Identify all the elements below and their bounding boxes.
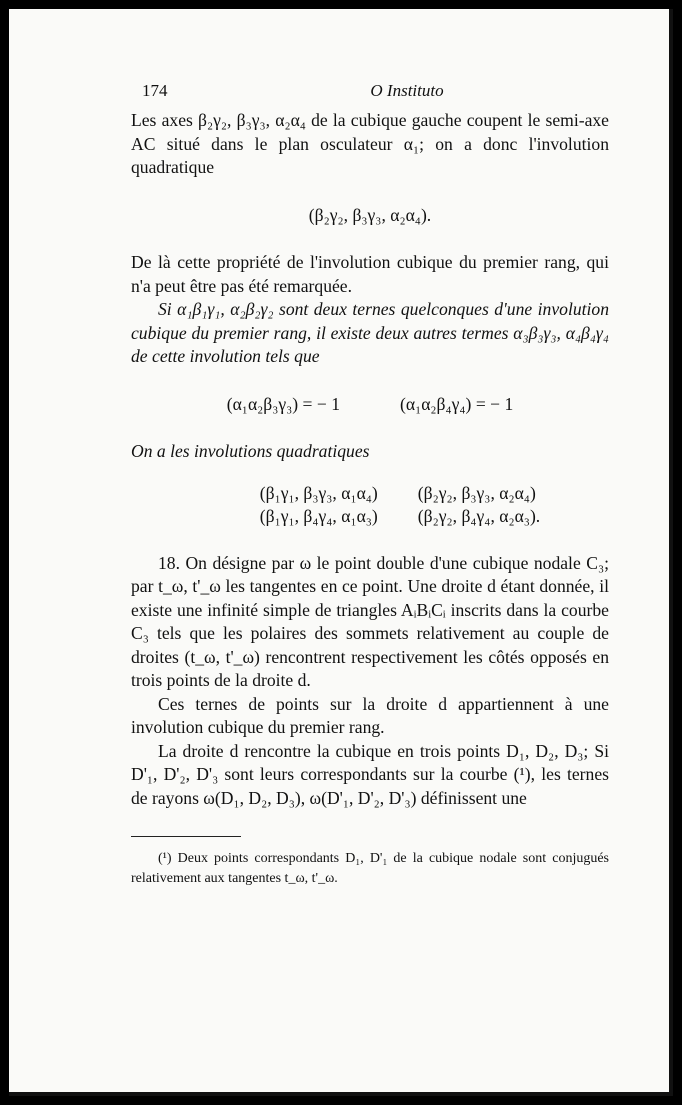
paragraph-3: Si α₁β₁γ₁, α₂β₂γ₂ sont deux ternes quelconques d'une involution cubique du premier rang, il existe deux autres termes α₃β₃γ₃, α₄β₄γ₄ de cette involution tels que <box>131 299 609 366</box>
equation-2b: (α₁α₂β₄γ₄) = − 1 <box>400 393 514 414</box>
paragraph-1: Les axes β₂γ₂, β₃γ₃, α₂α₄ de la cubique gauche coupent le semi-axe AC situé dans le plan osculateur α₁; on a donc l'involution quadratique <box>131 110 609 177</box>
equation-3-2: (β₂γ₂, β₃γ₃, α₂α₄) <box>417 482 536 503</box>
page-header <box>131 69 609 109</box>
equation-2a: (α₁α₂β₃γ₃) = − 1 <box>226 393 340 414</box>
equation-3-3: (β₁γ₁, β₄γ₄, α₁α₃) <box>259 505 378 526</box>
equation-3-1: (β₁γ₁, β₃γ₃, α₁α₄) <box>259 482 378 503</box>
equation-1: (β₂γ₂, β₃γ₃, α₂α₄). <box>308 204 432 225</box>
page-number: 174 <box>142 81 168 100</box>
paragraph-5: 18. On désigne par ω le point double d'une cubique nodale C₃; par t_ω, t'_ω les tangentes en ce point. Une droite d étant donnée, il existe une infinité simple de triangles AᵢBᵢCᵢ inscrits dans la courbe C₃ tels que les polaires des sommets relativement au couple de droites (t_ω, t'_ω) rencontrent respectivement les côtés opposés en trois points de la droite d. <box>131 552 609 690</box>
equation-3-4: (β₂γ₂, β₄γ₄, α₂α₃). <box>417 505 541 526</box>
book-page <box>9 9 673 1096</box>
page-content <box>131 69 609 889</box>
footnote-rule <box>131 836 241 837</box>
paragraph-4: On a les involutions quadratiques <box>131 441 370 461</box>
paragraph-2: De là cette propriété de l'involution cubique du premier rang, qui n'a peut être pas été remarquée. <box>131 252 609 296</box>
paragraph-6: Ces ternes de points sur la droite d appartiennent à une involution cubique du premier rang. <box>131 693 609 737</box>
running-title: O Instituto <box>370 81 444 100</box>
paragraph-7: La droite d rencontre la cubique en trois points D₁, D₂, D₃; Si D'₁, D'₂, D'₃ sont leurs correspondants sur la courbe (¹), les ternes de rayons ω(D₁, D₂, D₃), ω(D'₁, D'₂, D'₃) définissent une <box>131 740 609 808</box>
footnote: (¹) Deux points correspondants D₁, D'₁ de la cubique nodale sont conjugués relativement aux tangentes t_ω, t'_ω. <box>131 851 609 886</box>
equation-row-2 <box>131 393 609 417</box>
equation-grid-3 <box>191 482 609 528</box>
